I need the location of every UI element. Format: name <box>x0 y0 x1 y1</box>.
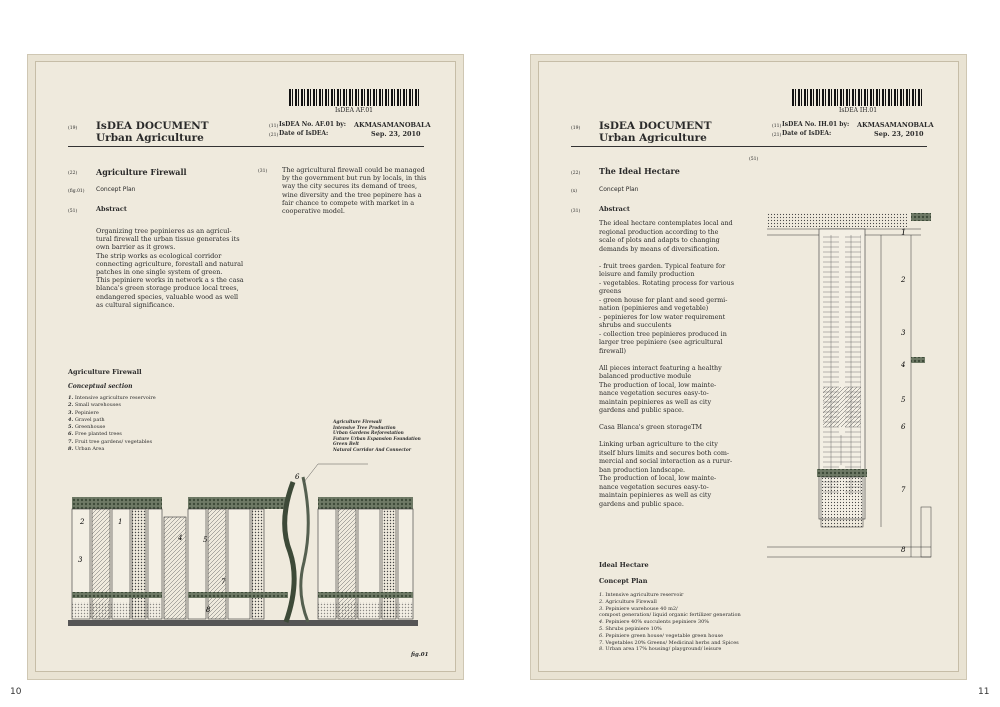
right-barcode-label: IsDEA IH.01 <box>838 107 878 114</box>
left-right-column-text <box>282 166 432 215</box>
abstract-line: maintain pepinieres as well as city <box>599 491 712 499</box>
abstract-line: own barrier as it grows. <box>96 243 176 252</box>
left-abstract-text <box>96 227 246 309</box>
annotation: Natural Corridor And Connector <box>333 447 412 453</box>
right-document-sheet <box>530 54 967 680</box>
abstract-line: connecting agriculture, forestall and natural <box>96 259 244 268</box>
diagram-number-5: 5 <box>203 536 208 544</box>
abstract-line: gardens and public space. <box>599 406 684 414</box>
abstract-line: balanced productive module <box>599 372 692 380</box>
right-abstract-text <box>599 219 749 508</box>
left-document-sheet <box>27 54 464 680</box>
annotation: Agriculture Firewall <box>333 420 382 425</box>
abstract-line: - collection tree pepinieres produced in <box>599 329 727 338</box>
body-line: way the city secures its demand of trees, <box>282 182 418 191</box>
abstract-line: The production of local, low mainte- <box>599 380 717 389</box>
left-doc-subtitle: Urban Agriculture <box>96 132 204 144</box>
legend-item: 7. Fruit tree gardens/ vegetables <box>68 438 153 445</box>
abstract-line: blanca's green storage produce local trees, <box>96 284 239 293</box>
abstract-line: regional production according to the <box>599 227 719 236</box>
right-figure-subtitle: Concept Plan <box>599 577 648 585</box>
left-concept-plan: Concept Plan <box>96 186 136 193</box>
right-title-rule <box>571 146 927 147</box>
right-code-31: (31) <box>571 209 581 214</box>
annotation: Intensive Tree Production <box>333 425 396 431</box>
left-meta-line2-label: Date of IsDEA: <box>279 130 329 137</box>
right-code-22: (22) <box>571 171 581 176</box>
left-code-22: (22) <box>68 171 78 176</box>
legend-item: 5. Greenhouse <box>68 424 106 431</box>
left-barcode <box>289 89 419 106</box>
left-fig-label: fig.01 <box>411 652 429 658</box>
abstract-line: tural firewall the urban tissue generates its <box>96 235 240 244</box>
legend-item: 2. Agriculture Firewall <box>599 598 657 605</box>
right-code-51: (51) <box>749 157 759 162</box>
abstract-line: as cultural significance. <box>96 300 175 309</box>
left-abstract-label: Abstract <box>96 205 127 213</box>
abstract-line: gardens and public space. <box>599 499 684 508</box>
right-meta-line1-value: AKMASAMANOBALA <box>857 121 934 129</box>
left-title-rule <box>68 146 424 147</box>
legend-item: compost generation/ liquid organic fertilizer generation <box>599 612 741 619</box>
right-code-19: (19) <box>571 126 581 131</box>
abstract-line: nation (pepinieres and vegetable) <box>599 304 709 312</box>
left-code-31: (31) <box>258 169 268 174</box>
left-figure-subtitle: Conceptual section <box>68 383 133 390</box>
abstract-line: nance vegetation secures easy-to- <box>599 482 709 491</box>
abstract-line <box>599 415 749 424</box>
abstract-line: shrubs and succulents <box>599 321 672 329</box>
legend-item: 3. Pepiniere <box>68 409 99 416</box>
abstract-line <box>599 253 749 262</box>
abstract-line: larger tree pepiniere (see agricultural <box>599 338 723 346</box>
legend-item: 1. Intensive agriculture reservoir <box>599 592 684 598</box>
legend-item: 8. Urban Area <box>68 446 105 453</box>
diagram-number-8: 8 <box>206 606 211 614</box>
right-meta-line2-value: Sep. 23, 2010 <box>874 130 924 138</box>
diagram-number-1: 1 <box>118 518 123 526</box>
right-code-21: (21) <box>772 133 782 138</box>
abstract-line: patches in one single system of green. <box>96 268 223 277</box>
right-doc-title: IsDEA DOCUMENT <box>599 120 712 132</box>
left-figure-title: Agriculture Firewall <box>68 368 142 376</box>
right-page-number: 11 <box>978 687 990 697</box>
diagram-number-6: 6 <box>295 473 300 481</box>
legend-item: 4. Gravel path <box>68 416 105 423</box>
right-section-title: The Ideal Hectare <box>599 166 680 176</box>
right-hectare-diagram <box>761 207 941 577</box>
abstract-line <box>599 355 749 364</box>
annotation: Green Belt <box>333 442 360 447</box>
body-line: fair chance to compete with market in a <box>282 198 415 207</box>
abstract-line: ban production landscape. <box>599 465 686 474</box>
diagram-number-6: 6 <box>901 423 906 431</box>
left-legend <box>68 395 156 453</box>
legend-item: 4. Pepiniere 40% succulents pepiniere 30% <box>599 619 710 626</box>
annotation: Urban Gardens Reforestation <box>333 431 404 436</box>
right-code-x: (x) <box>571 189 578 194</box>
left-code-11: (11) <box>269 124 279 129</box>
diagram-number-2: 2 <box>901 276 906 284</box>
left-meta-line1-value: AKMASAMANOBALA <box>354 121 431 129</box>
left-barcode-label: IsDEA AF.01 <box>335 107 373 114</box>
left-meta-line1-label: IsDEA No. AF.01 by: <box>279 121 346 128</box>
abstract-line: firewall) <box>599 346 626 355</box>
abstract-line: All pieces interact featuring a healthy <box>599 363 722 372</box>
diagram-number-7: 7 <box>901 486 906 494</box>
left-annotations <box>333 420 421 453</box>
legend-item: 2. Small warehouses <box>68 402 121 409</box>
abstract-line: The ideal hectare contemplates local and <box>599 219 733 227</box>
abstract-line: demands by means of diversification. <box>599 244 720 253</box>
abstract-line: - vegetables. Rotating process for various <box>599 278 734 287</box>
right-barcode <box>792 89 924 106</box>
legend-item: 1. Intensive agriculture reservoire <box>68 395 156 401</box>
abstract-line: This pepiniere works in network a s the casa <box>96 276 244 285</box>
right-frame <box>538 61 959 672</box>
legend-item: 7. Vegetables 20% Greens/ Medicinal herbs and Spices <box>599 639 739 646</box>
abstract-line: itself blurs limits and secures both com- <box>599 448 730 457</box>
right-doc-subtitle: Urban Agriculture <box>599 132 707 144</box>
body-line: wine diversity and the tree pepinere has a <box>282 190 422 199</box>
left-section-diagram <box>68 462 418 637</box>
left-code-21: (21) <box>269 133 279 138</box>
abstract-line: maintain pepinieres as well as city <box>599 397 712 406</box>
legend-item: 8. Urban area 17% housing/ playground/ leisure <box>599 646 722 653</box>
diagram-number-7: 7 <box>221 578 226 586</box>
abstract-line: - fruit trees garden. Typical feature for <box>599 261 726 270</box>
legend-item: 6. Free planted trees <box>68 431 122 438</box>
legend-item: 3. Pepiniere warehouse 40 m2/ <box>599 605 678 612</box>
abstract-line: Organizing tree pepinieres as an agricul- <box>96 227 232 235</box>
right-concept-plan: Concept Plan <box>599 186 639 193</box>
diagram-number-8: 8 <box>901 546 906 554</box>
abstract-line: The strip works as ecological corridor <box>96 251 222 260</box>
legend-item: 5. Shrubs pepiniere 10% <box>599 625 662 632</box>
right-legend <box>599 592 741 653</box>
right-code-11: (11) <box>772 124 782 129</box>
body-line: by the government but run by locals, in this <box>282 174 427 183</box>
left-section-title: Agriculture Firewall <box>96 167 187 177</box>
right-abstract-label: Abstract <box>599 205 630 213</box>
abstract-line: greens <box>599 287 622 295</box>
abstract-line: - green house for plant and seed germi- <box>599 295 728 304</box>
left-code-fig: (fig.01) <box>68 189 85 194</box>
abstract-line: mercial and social interaction as a rurur- <box>599 457 733 465</box>
left-code-51: (51) <box>68 209 78 214</box>
annotation: Future Urban Expansion Foundation <box>333 436 421 442</box>
left-meta-line2-value: Sep. 23, 2010 <box>371 130 421 138</box>
diagram-number-4: 4 <box>901 361 906 369</box>
abstract-line: - pepinieres for low water requirement <box>599 312 726 321</box>
abstract-line: leisure and family production <box>599 270 695 278</box>
right-figure-title: Ideal Hectare <box>599 561 649 569</box>
body-line: cooperative model. <box>282 207 345 216</box>
abstract-line: endangered species, valuable wood as well <box>96 292 239 301</box>
legend-item: 6. Pepiniere green house/ vegetable green house <box>599 632 724 639</box>
diagram-number-3: 3 <box>901 329 906 337</box>
diagram-number-1: 1 <box>901 228 907 237</box>
left-page-number: 10 <box>10 687 22 697</box>
left-doc-title: IsDEA DOCUMENT <box>96 120 209 132</box>
abstract-line: The production of local, low mainte- <box>599 474 717 482</box>
abstract-line <box>599 432 749 441</box>
abstract-line: nance vegetation secures easy-to- <box>599 389 709 397</box>
right-meta-line1-label: IsDEA No. IH.01 by: <box>782 121 850 128</box>
body-line: The agricultural firewall could be managed <box>282 166 425 174</box>
abstract-line: Casa Blanca's green storageTM <box>599 423 703 431</box>
left-frame <box>35 61 456 672</box>
abstract-line: Linking urban agriculture to the city <box>599 440 718 448</box>
diagram-number-4: 4 <box>178 534 183 542</box>
diagram-columns <box>72 464 413 622</box>
diagram-number-2: 2 <box>80 518 85 526</box>
left-code-19: (19) <box>68 126 78 131</box>
diagram-number-3: 3 <box>78 556 83 564</box>
diagram-number-5: 5 <box>901 396 906 404</box>
abstract-line: scale of plots and adapts to changing <box>599 236 720 244</box>
right-meta-line2-label: Date of IsDEA: <box>782 130 832 137</box>
